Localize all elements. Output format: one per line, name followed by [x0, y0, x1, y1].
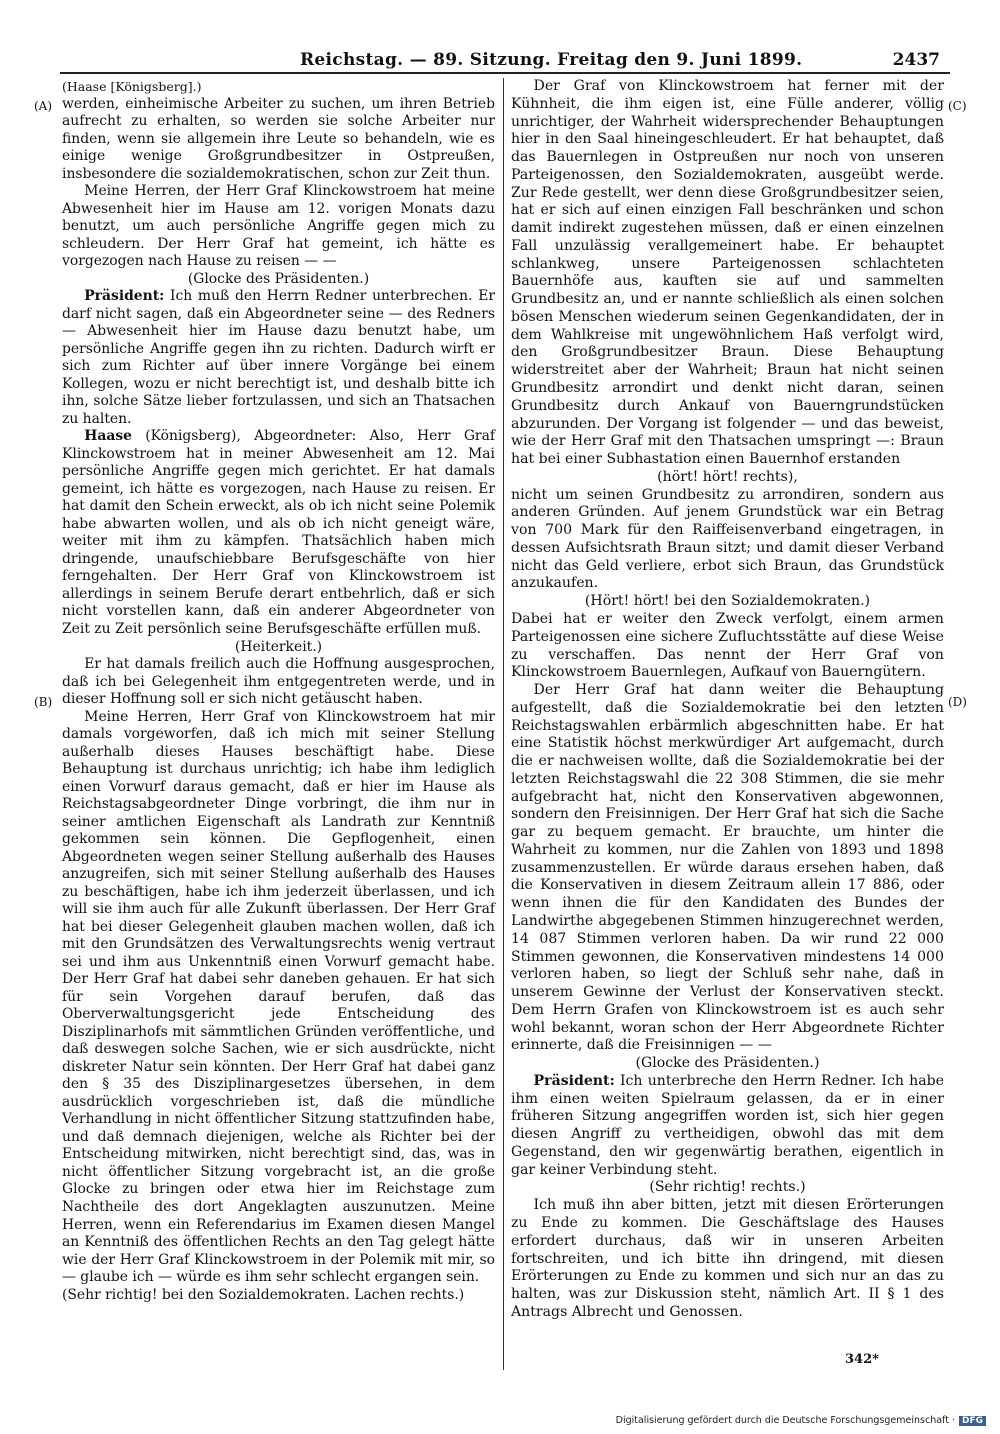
column-divider: [503, 78, 504, 1370]
stage-direction: (Heiterkeit.): [234, 638, 323, 655]
running-title: Reichstag. — 89. Sitzung. Freitag den 9. Juni 1899.: [300, 50, 803, 70]
speaker-name: Präsident:: [533, 1072, 615, 1089]
stage-direction: (Sehr richtig! rechts.): [649, 1179, 806, 1196]
paragraph: Meine Herren, Herr Graf von Klinckowstroem hat mir damals vorgeworfen, daß ich mich mit seiner Stellung außerhalb dieses Hauses beschäftigt habe. Diese Behauptung ist durchaus unrichtig; ich habe ihm lediglich einen Vorwurf daraus gemacht, daß er hier im Hause als Reichstagsabgeordneter Dinge vorbringt, die ihm nur in seiner amtlichen Eigenschaft als Landrath zur Kenntniß gekommen sein können. Die Gepflogenheit, einen Abgeordneten wegen seiner Stellung außerhalb des Hauses anzugreifen, sich mit seiner Stellung außerhalb des Hauses zu beschäftigen, habe ich ihm jederzeit überlassen, und ich will sie ihm auch für alle Zukunft überlassen. Der Herr Graf hat bei dieser Gelegenheit glauben machen wollen, daß ich mit den Grundsätzen des Verwaltungsrechts wenig vertraut sei und ihm aus Unkenntniß einen Vorwurf gemacht habe. Der Herr Graf hat dabei sehr daneben gehauen. Er hat sich für sein Vorgehen darauf berufen, daß das Oberverwaltungsgericht jede Entscheidung des Disziplinarhofs mit sämmtlichen Gründen veröffentliche, und daß deswegen solche Sachen, wie er sich ausdrückte, nicht diskreter Natur sein könnten. Der Herr Graf hat dabei ganz den § 35 des Disziplinargesetzes übersehen, in dem ausdrücklich vorgeschrieben ist, daß die mündliche Verhandlung in nicht öffentlicher Sitzung stattzufinden habe, und daß demnach diejenigen, welche als Richter bei der Entscheidung mitwirken, nicht berechtigt sind, das, was in nicht öffentlicher Sitzung vorgebracht ist, an die große Glocke zu bringen oder etwa hier im Reichstage zum Nachtheile des dort Angeklagten auszunutzen. Meine Herren, wenn ein Referendarius im Examen diesen Mangel an Kenntniß des öffentlichen Rechts an den Tag gelegt hätte wie der Herr Graf Klinckowstroem in der Polemik mit mir, so — glaube ich — würde es ihm sehr schlecht ergangen sein.: [62, 708, 495, 1286]
speaker-name: Präsident:: [84, 288, 165, 305]
dfg-logo: DFG: [959, 1416, 986, 1426]
page-header: [60, 48, 940, 74]
margin-mark-c: (C): [948, 99, 967, 113]
speech-paragraph: [62, 428, 495, 638]
digitization-footer: [616, 1415, 986, 1426]
paragraph: nicht um seinen Grundbesitz zu arrondiren, sondern aus anderen Gründen. Auf jenem Grundstück war ein Betrag von 700 Mark für den Raiffeisenverband eingetragen, in dessen Aufsichtsrath Braun sitzt; und damit dieser Verband nicht das Geld verliere, erbot sich Braun, das Grundstück anzukaufen.: [511, 486, 944, 592]
footer-text: Digitalisierung gefördert durch die Deutsche Forschungsgemeinschaft ·: [615, 1415, 955, 1426]
paragraph: Ich muß ihn aber bitten, jetzt mit diesen Erörterungen zu Ende zu kommen. Die Geschäftslage des Hauses erfordert durchaus, daß wir in unseren Arbeiten fortschreiten, und ich bitte ihn dringend, mit diesen Erörterungen zu Ende zu kommen und sich nur an das zu halten, was zur Diskussion steht, nämlich Art. II § 1 des Antrags Albrecht und Genossen.: [511, 1197, 944, 1320]
speech-text: Ich muß den Herrn Redner unterbrechen. Er darf nicht sagen, daß ein Abgeordneter seine — des Redners — Abwesenheit hier im Hause dazu benutzt habe, um persönliche Angriffe gegen ihn zu richten. Dadurch wirft er sich zum Richter auf über innere Vorgänge bei einem Kollegen, wozu er nicht berechtigt ist, und deshalb bitte ich ihn, solche Sätze lieber fortzulassen, und sich an Thatsachen zu halten.: [62, 288, 495, 427]
paragraph: werden, einheimische Arbeiter zu suchen, um ihren Betrieb aufrecht zu erhalten, so werden sie solche Arbeiter nur finden, wenn sie allgemein ihre Leute so behandeln, wie es einige wenige Großgrundbesitzer in Ostpreußen, insbesondere die sozialdemokratischen, schon zur Zeit thun.: [62, 95, 495, 182]
paragraph: Der Graf von Klinckowstroem hat ferner mit der Kühnheit, die ihm eigen ist, eine Fülle anderer, völlig unrichtiger, der Wahrheit widersprechender Behauptungen hier in den Saal hineingeschleudert. Er hat behauptet, daß das Bauernlegen in Ostpreußen nur noch von unseren Parteigenossen, den Sozialdemokraten, ausgeübt werde. Zur Rede gestellt, wer denn diese Großgrundbesitzer seien, hat er sich auf einen einzigen Fall beschränken und schon damit indirekt zugestehen müssen, daß er einen einzelnen Fall unzulässig verallgemeinert habe. Er behauptet schlankweg, unsere Parteigenossen schlachteten Bauernhöfe aus, kauften sie auf und sammelten Grundbesitz an, und er nannte schließlich als einen solchen bösen Menschen wiederum seinen Gegenkandidaten, der in dem Wahlkreise mit ungewöhnlichem Haß verfolgt wird, den Großgrundbesitzer Braun. Diese Behauptung widerstreitet aber der Wahrheit; Braun hat nicht seinen Grundbesitz arrondirt und denkt nicht daran, seinen Grundbesitz durch Ankauf von Bauerngrundstücken abzurunden. Der Vorgang ist folgender — und das beweist, wie der Herr Graf mit den Thatsachen umspringt —: Braun hat bei einer Subhastation einen Bauernhof erstanden: [511, 78, 944, 468]
margin-mark-b: (B): [34, 695, 53, 709]
right-column: [511, 78, 944, 1322]
margin-mark-a: (A): [34, 99, 53, 113]
paragraph: Meine Herren, der Herr Graf Klinckowstroem hat meine Abwesenheit hier im Hause am 12. vorigen Monats dazu benutzt, um auch persönliche Angriffe gegen mich zu schleudern. Der Herr Graf hat gemeint, ich hätte es vorgezogen nach Hause zu reisen — —: [62, 183, 495, 270]
speech-paragraph: [511, 1073, 944, 1180]
speech-text: (Königsberg), Abgeordneter: Also, Herr Graf Klinckowstroem hat in meiner Abwesenheit am 12. Mai persönliche Angriffe gegen mich gerichtet. Er hat damals gemeint, ich hätte es vorgezogen, nach Hause zu reisen. Er hat damit den Schein erweckt, als ob ich nicht seine Polemik habe abwarten wollen, und als ob ich nicht geneigt wäre, weiter mit ihm zu kämpfen. Thatsächlich haben mich dringende, unaufschiebbare Berufsgeschäfte von hier ferngehalten. Der Herr Graf von Klinckowstroem ist allerdings in seinem Berufe derart entbehrlich, daß er sich nicht vorstellen kann, daß ein anderer Abgeordneter von Zeit zu Zeit persönlich seine Berufsgeschäfte erfüllen muß.: [62, 428, 495, 637]
stage-direction: (hört! hört! rechts),: [657, 468, 798, 485]
speaker-continuation: (Haase [Königsberg].): [62, 79, 202, 94]
margin-mark-d: (D): [948, 695, 967, 709]
left-column: [62, 78, 495, 1304]
stage-direction: (Glocke des Präsidenten.): [187, 270, 370, 287]
speaker-name: Haase: [84, 428, 133, 445]
speech-paragraph: [62, 288, 495, 428]
paragraph: Er hat damals freilich auch die Hoffnung ausgesprochen, daß ich bei Gelegenheit ihm entgegentreten werde, und in dieser Hoffnung soll er sich nicht getäuscht haben.: [62, 656, 495, 708]
stage-direction: (Glocke des Präsidenten.): [635, 1055, 820, 1072]
stage-direction: (Sehr richtig! bei den Sozialdemokraten. Lachen rechts.): [62, 1286, 465, 1303]
header-rule: [60, 72, 950, 74]
speech-text: Ich unterbreche den Herrn Redner. Ich habe ihm einen weiten Spielraum gelassen, da er in einer früheren Sitzung angegriffen worden ist, sich hier gegen diesen Angriff zu vertheidigen, obwohl das mit dem Gegenstand, den wir gegenwärtig berathen, eigentlich in gar keiner Verbindung steht.: [511, 1072, 944, 1178]
paragraph: Der Herr Graf hat dann weiter die Behauptung aufgestellt, daß die Sozialdemokratie bei den letzten Reichstagswahlen erbärmlich abgeschnitten habe. Er hat eine Statistik höchst merkwürdiger Art aufgemacht, durch die er nachweisen wollte, daß die Sozialdemokratie bei der letzten Reichstagswahl die 22 308 Stimmen, die sie mehr aufgebracht hat, nicht den Konservativen abgewonnen, sondern den Freisinnigen. Der Herr Graf hat sich die Sache gar zu bequem gemacht. Er brauchte, um hinter die Wahrheit zu kommen, nur die Zahlen von 1893 und 1898 zusammenzustellen. Er würde daraus ersehen haben, daß die Konservativen in diesem Zeitraum allein 17 886, oder wenn ihnen die für den Kandidaten des Bundes der Landwirthe abgegebenen Stimmen hinzugerechnet werden, 14 087 Stimmen verloren haben. Da wir rund 22 000 Stimmen gewonnen, die Konservativen mindestens 14 000 verloren haben, so liegt der Schluß sehr nahe, daß in unserem Gewinne der Verlust der Konservativen steckt. Dem Herrn Grafen von Klinckowstroem ist es auch sehr wohl bekannt, woran schon der Herr Abgeordnete Richter erinnerte, daß die Freisinnigen — —: [511, 682, 944, 1054]
paragraph: Dabei hat er weiter den Zweck verfolgt, einem armen Parteigenossen eine sichere Zufluchtsstätte auf diese Weise zu verschaffen. Das nennt der Herr Graf von Klinckowstroem Bauernlegen, Aufkauf von Bauerngütern.: [511, 610, 944, 681]
signature-mark: 342*: [845, 1352, 879, 1367]
stage-direction: (Hört! hört! bei den Sozialdemokraten.): [584, 593, 871, 610]
page-number: 2437: [892, 50, 940, 70]
